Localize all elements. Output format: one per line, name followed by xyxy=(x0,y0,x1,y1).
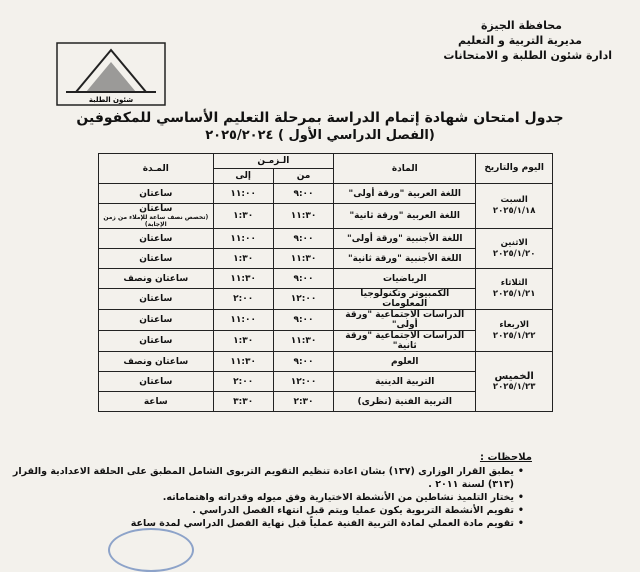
note-item: • تقويم مادة العملي لمادة التربية الفنية عملياً قبل نهاية الفصل الدراسي لمدة ساعة xyxy=(12,517,514,530)
to-cell xyxy=(213,372,273,392)
department-line: ادارة شئون الطلبة و الامتحانات xyxy=(443,49,612,62)
exam-date: ٢٠٢٥/١/٢٢ xyxy=(492,330,536,341)
duration-cell xyxy=(99,331,214,352)
to-cell xyxy=(213,204,273,229)
day-name: السبت xyxy=(500,195,528,205)
from-text: ١١:٣٠ xyxy=(290,211,317,221)
from-cell xyxy=(273,229,333,249)
from-cell xyxy=(273,310,333,331)
duration-cell xyxy=(99,229,214,249)
table-row xyxy=(99,310,553,331)
day-name: الاربعاء xyxy=(499,319,529,330)
header-to: إلى xyxy=(213,169,273,184)
to-text: ١:٣٠ xyxy=(233,336,254,346)
governorate-line: محافظة الجيزة xyxy=(481,19,562,32)
day-name: الثلاثاء xyxy=(500,278,528,288)
subject-text: اللغة الأجنبية "ورقة ثانية" xyxy=(347,253,462,264)
day-date-cell xyxy=(476,352,553,412)
table-row xyxy=(99,269,553,289)
duration-cell xyxy=(99,310,214,331)
to-text: ١١:٠٠ xyxy=(230,315,256,325)
duration-cell xyxy=(99,249,214,269)
subject-cell xyxy=(334,229,476,249)
to-cell xyxy=(213,249,273,269)
duration-note: (تخصص نصف ساعة للإملاء من زمن الإجابة) xyxy=(103,214,209,228)
to-text: ٢:٠٠ xyxy=(233,376,254,387)
to-cell xyxy=(213,229,273,249)
subject-text: التربية الفنية (نظرى) xyxy=(357,396,452,407)
duration-text: ساعتان ونصف xyxy=(123,273,189,284)
from-cell xyxy=(273,331,333,352)
from-text: ٩:٠٠ xyxy=(293,315,314,325)
exam-schedule-table xyxy=(98,153,553,412)
subject-text: اللغة الأجنبية "ورقة أولى" xyxy=(347,233,463,244)
from-text: ٩:٠٠ xyxy=(293,356,314,367)
from-cell xyxy=(273,352,333,372)
to-text: ١:٣٠ xyxy=(233,253,254,264)
subject-cell xyxy=(334,289,476,310)
duration-text: ساعة xyxy=(143,396,168,407)
to-text: ١١:٠٠ xyxy=(230,233,256,244)
subject-cell xyxy=(334,204,476,229)
subject-cell xyxy=(334,249,476,269)
subject-text: الدراسات الاجتماعية "ورقة أولى" xyxy=(345,310,465,330)
duration-text: ساعتان xyxy=(139,188,173,199)
to-text: ٢:٠٠ xyxy=(233,294,254,304)
duration-cell xyxy=(99,269,214,289)
from-text: ٩:٠٠ xyxy=(293,233,314,244)
day-name: الخميس xyxy=(494,370,534,382)
to-text: ١١:٣٠ xyxy=(230,356,256,367)
subject-text: اللغة العربية "ورقة أولى" xyxy=(348,188,461,199)
notes-section xyxy=(12,452,612,530)
note-item: • تقويم الأنشطة التربوية يكون عمليا ويتم قبل انتهاء الفصل الدراسي . xyxy=(12,504,514,517)
to-cell xyxy=(213,310,273,331)
header-duration: المـدة xyxy=(99,154,214,184)
from-cell xyxy=(273,269,333,289)
to-cell xyxy=(213,352,273,372)
to-text: ١:٣٠ xyxy=(233,211,254,221)
header-time: الـزمـن xyxy=(213,154,334,169)
subject-text: الدراسات الاجتماعية "ورقة ثانية" xyxy=(345,331,465,351)
subject-cell xyxy=(334,331,476,352)
to-text: ٣:٣٠ xyxy=(233,396,254,407)
duration-cell xyxy=(99,392,214,412)
exam-date: ٢٠٢٥/١/٢٣ xyxy=(492,381,536,392)
day-date-cell xyxy=(476,269,553,310)
day-date-cell xyxy=(476,229,553,269)
exam-date: ٢٠٢٥/١/١٨ xyxy=(492,206,536,216)
header-day: اليوم والتاريخ xyxy=(476,154,553,184)
duration-text: ساعتان xyxy=(139,336,173,346)
header-subject: المادة xyxy=(334,154,476,184)
subject-cell xyxy=(334,184,476,204)
note-item: • يطبق القرار الوزارى (١٣٧) بشان اعادة تنظيم التقويم التربوى الشامل المطبق على الحلقة الاعدادية والقرار (٣١٣) لسنة ٢٠١١ . xyxy=(12,465,514,491)
to-cell xyxy=(213,289,273,310)
subject-text: التربية الدينية xyxy=(375,376,435,387)
note-item: • يختار التلميذ نشاطين من الأنشطة الاختيارية وفق ميوله وقدراته واهتماماته. xyxy=(12,491,514,504)
table-row xyxy=(99,229,553,249)
duration-cell xyxy=(99,352,214,372)
semester-subtitle: (الفصل الدراسي الأول ) ٢٠٢٥/٢٠٢٤ xyxy=(205,128,435,143)
table-row xyxy=(99,184,553,204)
from-cell xyxy=(273,204,333,229)
duration-cell xyxy=(99,372,214,392)
to-cell xyxy=(213,392,273,412)
day-name: الاثنين xyxy=(500,237,528,248)
table-row xyxy=(99,352,553,372)
from-cell xyxy=(273,289,333,310)
to-text: ١١:٠٠ xyxy=(230,188,256,199)
subject-cell xyxy=(334,352,476,372)
from-text: ٩:٠٠ xyxy=(293,188,314,199)
from-text: ٢:٣٠ xyxy=(293,396,314,407)
subject-cell xyxy=(334,269,476,289)
notes-list xyxy=(12,465,612,530)
from-text: ١١:٣٠ xyxy=(290,253,317,264)
issuer-header xyxy=(402,18,612,63)
exam-date: ٢٠٢٥/١/٢٠ xyxy=(492,248,536,259)
subject-text: اللغة العربية "ورقة ثانية" xyxy=(349,211,460,221)
from-text: ١٢:٠٠ xyxy=(290,294,317,304)
notes-heading: ملاحظات : xyxy=(479,452,532,463)
day-date-cell xyxy=(476,310,553,352)
to-cell xyxy=(213,269,273,289)
from-cell xyxy=(273,184,333,204)
subject-cell xyxy=(334,310,476,331)
duration-text: ساعتان xyxy=(139,233,173,244)
day-date-cell xyxy=(476,184,553,229)
duration-cell xyxy=(99,289,214,310)
emblem-caption: شئون الطلبة xyxy=(88,96,134,104)
official-stamp-icon xyxy=(108,528,194,572)
from-text: ٩:٠٠ xyxy=(293,273,314,284)
duration-text: ساعتان xyxy=(139,294,173,304)
subject-cell xyxy=(334,372,476,392)
subject-text: الكمبيوتر وتكنولوجيا المعلومات xyxy=(360,289,450,309)
duration-cell xyxy=(99,204,214,229)
to-cell xyxy=(213,331,273,352)
from-cell xyxy=(273,249,333,269)
duration-text: ساعتان ونصف xyxy=(123,356,189,367)
duration-text: ساعتان xyxy=(139,315,173,325)
subject-text: الرياضيات xyxy=(382,273,427,284)
duration-text: ساعتان xyxy=(139,253,173,264)
document-title: جدول امتحان شهادة إتمام الدراسة بمرحلة التعليم الأساسي للمكفوفين xyxy=(76,110,564,126)
exam-date: ٢٠٢٥/١/٢١ xyxy=(492,289,536,299)
duration-cell xyxy=(99,184,214,204)
duration-text: ساعتان xyxy=(139,204,173,214)
subject-text: العلوم xyxy=(391,356,419,367)
institution-emblem-icon xyxy=(56,42,166,106)
from-text: ١١:٣٠ xyxy=(290,336,317,346)
to-cell xyxy=(213,184,273,204)
from-text: ١٢:٠٠ xyxy=(290,376,317,387)
directorate-line: مديرية التربية و التعليم xyxy=(458,34,582,47)
from-cell xyxy=(273,392,333,412)
to-text: ١١:٣٠ xyxy=(230,273,256,284)
duration-text: ساعتان xyxy=(139,376,173,387)
from-cell xyxy=(273,372,333,392)
subject-cell xyxy=(334,392,476,412)
header-from: من xyxy=(273,169,333,184)
